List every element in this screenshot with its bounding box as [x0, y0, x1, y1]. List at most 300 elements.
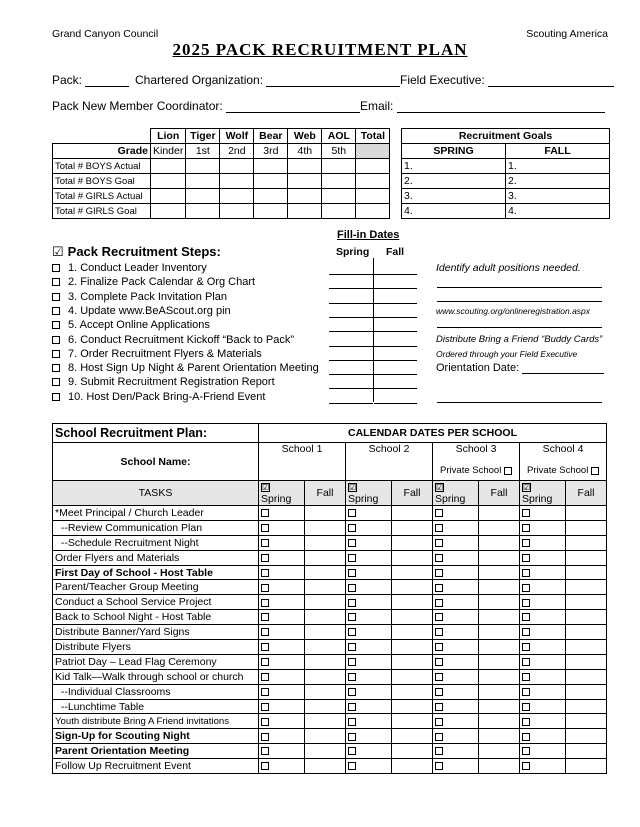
spring-date-cell[interactable]	[259, 580, 305, 595]
fall-date-cell[interactable]	[305, 669, 346, 684]
spring-date-cell[interactable]	[346, 669, 392, 684]
checkbox-icon[interactable]	[435, 643, 443, 651]
fall-date-cell[interactable]	[392, 654, 433, 669]
fall-date-cell[interactable]	[392, 744, 433, 759]
count-cell[interactable]	[288, 174, 322, 189]
fall-date-cell[interactable]	[392, 550, 433, 565]
fall-date-cell[interactable]	[479, 595, 520, 610]
recruitment-step[interactable]: 5. Accept Online Applications	[52, 319, 210, 331]
checkbox-icon[interactable]	[348, 688, 356, 696]
spring-date-cell[interactable]	[259, 520, 305, 535]
fall-date-cell[interactable]	[305, 610, 346, 625]
fall-goal-cell[interactable]: 4.	[506, 204, 610, 219]
count-cell[interactable]	[356, 189, 390, 204]
checkbox-icon[interactable]	[522, 509, 530, 517]
fall-date-cell[interactable]	[305, 580, 346, 595]
checkbox-icon[interactable]	[435, 658, 443, 666]
spring-date-cell[interactable]	[433, 684, 479, 699]
checkbox-icon[interactable]	[52, 321, 60, 329]
fall-date-cell[interactable]	[566, 595, 607, 610]
checkbox-icon[interactable]	[261, 628, 269, 636]
spring-date-cell[interactable]	[520, 640, 566, 655]
fall-date-cell[interactable]	[305, 535, 346, 550]
fall-date-cell[interactable]	[392, 520, 433, 535]
fall-goal-cell[interactable]: 3.	[506, 189, 610, 204]
checkbox-icon[interactable]	[52, 264, 60, 272]
checkbox-icon[interactable]	[522, 703, 530, 711]
spring-date-cell[interactable]	[346, 580, 392, 595]
spring-date-cell[interactable]	[346, 654, 392, 669]
fall-date-cell[interactable]	[566, 506, 607, 521]
checkbox-icon[interactable]	[261, 688, 269, 696]
spring-goal-cell[interactable]: 1.	[402, 159, 506, 174]
count-cell[interactable]	[254, 159, 288, 174]
recruitment-step[interactable]: 3. Complete Pack Invitation Plan	[52, 291, 227, 303]
chartered-org-input[interactable]	[266, 75, 400, 87]
fall-date-cell[interactable]	[479, 625, 520, 640]
note-blank-2[interactable]	[437, 301, 602, 302]
fall-date-cell[interactable]	[566, 684, 607, 699]
spring-date-cell[interactable]	[433, 565, 479, 580]
fall-date-cell[interactable]	[305, 506, 346, 521]
checkbox-icon[interactable]	[522, 718, 530, 726]
checkbox-icon[interactable]	[348, 599, 356, 607]
spring-date-cell[interactable]	[433, 520, 479, 535]
checkbox-icon[interactable]	[435, 628, 443, 636]
checkbox-icon[interactable]	[435, 524, 443, 532]
fall-date-cell[interactable]	[479, 684, 520, 699]
recruitment-step[interactable]: 10. Host Den/Pack Bring-A-Friend Event	[52, 391, 265, 403]
fall-date-cell[interactable]	[566, 580, 607, 595]
checkbox-icon[interactable]	[348, 703, 356, 711]
checkbox-icon[interactable]	[52, 350, 60, 358]
chartered-org-field[interactable]	[135, 73, 400, 87]
spring-date-cell[interactable]	[259, 729, 305, 744]
pack-input[interactable]	[85, 75, 129, 87]
checkbox-icon[interactable]	[261, 554, 269, 562]
spring-date-cell[interactable]	[520, 580, 566, 595]
spring-date-cell[interactable]	[346, 714, 392, 729]
checkbox-icon[interactable]	[522, 539, 530, 547]
spring-date-cell[interactable]	[520, 610, 566, 625]
spring-date-cell[interactable]	[259, 744, 305, 759]
spring-date-cell[interactable]	[520, 669, 566, 684]
fall-date-cell[interactable]	[305, 744, 346, 759]
coordinator-field[interactable]	[52, 99, 360, 113]
spring-header[interactable]: ☑Spring	[259, 481, 305, 506]
fall-date-cell[interactable]	[305, 625, 346, 640]
spring-date-cell[interactable]	[346, 699, 392, 714]
field-executive-input[interactable]	[488, 75, 614, 87]
checkbox-icon[interactable]	[435, 747, 443, 755]
spring-date-blank[interactable]	[329, 331, 373, 332]
checkbox-icon[interactable]	[348, 524, 356, 532]
checkbox-icon[interactable]	[261, 599, 269, 607]
fall-date-cell[interactable]	[392, 684, 433, 699]
spring-date-cell[interactable]	[259, 640, 305, 655]
checkbox-icon[interactable]	[52, 336, 60, 344]
fall-date-blank[interactable]	[374, 403, 417, 404]
spring-date-cell[interactable]	[259, 669, 305, 684]
checkbox-icon[interactable]	[52, 293, 60, 301]
spring-date-cell[interactable]	[520, 535, 566, 550]
checkbox-icon[interactable]	[522, 747, 530, 755]
field-executive-field[interactable]	[400, 73, 614, 87]
spring-date-cell[interactable]	[433, 640, 479, 655]
fall-date-cell[interactable]	[392, 714, 433, 729]
fall-date-cell[interactable]	[305, 520, 346, 535]
checkbox-icon[interactable]	[348, 658, 356, 666]
fall-date-blank[interactable]	[374, 274, 417, 275]
checkbox-icon[interactable]	[348, 554, 356, 562]
spring-date-blank[interactable]	[329, 288, 373, 289]
checkbox-icon[interactable]	[52, 393, 60, 401]
checkbox-icon[interactable]	[348, 628, 356, 636]
coordinator-input[interactable]	[226, 101, 360, 113]
fall-date-cell[interactable]	[479, 506, 520, 521]
spring-date-cell[interactable]	[433, 506, 479, 521]
private-checkbox-icon[interactable]	[591, 467, 599, 475]
fall-date-cell[interactable]	[479, 729, 520, 744]
spring-date-blank[interactable]	[329, 374, 373, 375]
spring-date-cell[interactable]	[433, 535, 479, 550]
spring-date-cell[interactable]	[346, 506, 392, 521]
school-3-private[interactable]: Private School	[433, 462, 520, 481]
checkbox-icon[interactable]	[522, 688, 530, 696]
recruitment-step[interactable]: 8. Host Sign Up Night & Parent Orientation Meeting	[52, 362, 319, 374]
count-cell[interactable]	[288, 189, 322, 204]
fall-date-cell[interactable]	[479, 550, 520, 565]
recruitment-step[interactable]: 7. Order Recruitment Flyers & Materials	[52, 348, 262, 360]
fall-date-cell[interactable]	[479, 714, 520, 729]
count-cell[interactable]	[151, 204, 186, 219]
spring-date-cell[interactable]	[259, 625, 305, 640]
spring-date-blank[interactable]	[329, 403, 373, 404]
checkbox-icon[interactable]	[261, 762, 269, 770]
checkbox-icon[interactable]	[435, 584, 443, 592]
checkbox-icon[interactable]	[52, 378, 60, 386]
spring-date-cell[interactable]	[520, 654, 566, 669]
checkbox-icon[interactable]	[261, 613, 269, 621]
spring-date-cell[interactable]	[520, 744, 566, 759]
spring-date-cell[interactable]	[346, 565, 392, 580]
spring-date-cell[interactable]	[346, 520, 392, 535]
checked-box-icon[interactable]: ☑	[436, 482, 444, 492]
fall-date-cell[interactable]	[566, 744, 607, 759]
checkbox-icon[interactable]	[261, 747, 269, 755]
fall-date-cell[interactable]	[479, 520, 520, 535]
fall-date-cell[interactable]	[392, 580, 433, 595]
count-cell[interactable]	[254, 189, 288, 204]
fall-date-blank[interactable]	[374, 346, 417, 347]
checkbox-icon[interactable]	[435, 509, 443, 517]
count-cell[interactable]	[322, 189, 356, 204]
spring-header[interactable]: ☑Spring	[346, 481, 392, 506]
spring-date-cell[interactable]	[259, 699, 305, 714]
checkbox-icon[interactable]	[348, 569, 356, 577]
spring-date-cell[interactable]	[433, 595, 479, 610]
count-cell[interactable]	[186, 159, 220, 174]
checkbox-icon[interactable]	[52, 278, 60, 286]
spring-date-cell[interactable]	[346, 729, 392, 744]
fall-date-blank[interactable]	[374, 374, 417, 375]
count-cell[interactable]	[220, 189, 254, 204]
spring-date-cell[interactable]	[433, 654, 479, 669]
checkbox-icon[interactable]	[435, 569, 443, 577]
checkbox-icon[interactable]	[261, 673, 269, 681]
fall-date-cell[interactable]	[305, 640, 346, 655]
checkbox-icon[interactable]	[522, 658, 530, 666]
checkbox-icon[interactable]	[261, 509, 269, 517]
fall-date-cell[interactable]	[392, 565, 433, 580]
orientation-date-field[interactable]	[436, 362, 604, 374]
fall-date-cell[interactable]	[566, 565, 607, 580]
checkbox-icon[interactable]	[435, 703, 443, 711]
spring-date-cell[interactable]	[433, 744, 479, 759]
count-cell[interactable]	[254, 204, 288, 219]
fall-date-cell[interactable]	[479, 699, 520, 714]
checkbox-icon[interactable]	[52, 307, 60, 315]
recruitment-step[interactable]: 9. Submit Recruitment Registration Report	[52, 376, 275, 388]
checkbox-icon[interactable]	[435, 599, 443, 607]
checkbox-icon[interactable]	[522, 673, 530, 681]
spring-date-cell[interactable]	[346, 684, 392, 699]
fall-date-cell[interactable]	[566, 759, 607, 774]
fall-date-cell[interactable]	[566, 729, 607, 744]
spring-date-blank[interactable]	[329, 317, 373, 318]
spring-date-cell[interactable]	[520, 520, 566, 535]
spring-date-cell[interactable]	[346, 535, 392, 550]
count-cell[interactable]	[288, 204, 322, 219]
private-checkbox-icon[interactable]	[504, 467, 512, 475]
spring-date-cell[interactable]	[433, 699, 479, 714]
recruitment-step[interactable]: 6. Conduct Recruitment Kickoff “Back to Pack”	[52, 334, 294, 346]
recruitment-step[interactable]: 4. Update www.BeAScout.org pin	[52, 305, 231, 317]
fall-date-cell[interactable]	[479, 535, 520, 550]
spring-date-cell[interactable]	[259, 535, 305, 550]
fall-date-cell[interactable]	[392, 729, 433, 744]
checkbox-icon[interactable]	[522, 628, 530, 636]
checkbox-icon[interactable]	[522, 599, 530, 607]
spring-date-cell[interactable]	[433, 714, 479, 729]
spring-date-cell[interactable]	[520, 699, 566, 714]
spring-date-cell[interactable]	[520, 625, 566, 640]
spring-date-cell[interactable]	[259, 654, 305, 669]
fall-date-cell[interactable]	[392, 506, 433, 521]
spring-date-cell[interactable]	[259, 550, 305, 565]
checkbox-icon[interactable]	[348, 733, 356, 741]
fall-date-cell[interactable]	[392, 759, 433, 774]
spring-goal-cell[interactable]: 4.	[402, 204, 506, 219]
fall-date-cell[interactable]	[392, 595, 433, 610]
spring-date-cell[interactable]	[259, 610, 305, 625]
fall-date-cell[interactable]	[566, 640, 607, 655]
count-cell[interactable]	[322, 159, 356, 174]
fall-date-blank[interactable]	[374, 317, 417, 318]
checkbox-icon[interactable]	[348, 747, 356, 755]
fall-date-cell[interactable]	[566, 714, 607, 729]
checkbox-icon[interactable]	[261, 584, 269, 592]
spring-date-cell[interactable]	[433, 759, 479, 774]
count-cell[interactable]	[220, 204, 254, 219]
spring-date-cell[interactable]	[520, 565, 566, 580]
fall-date-cell[interactable]	[305, 565, 346, 580]
spring-date-cell[interactable]	[259, 759, 305, 774]
fall-date-cell[interactable]	[305, 595, 346, 610]
fall-date-cell[interactable]	[305, 654, 346, 669]
pack-field[interactable]	[52, 73, 129, 87]
fall-date-cell[interactable]	[566, 654, 607, 669]
fall-date-cell[interactable]	[566, 520, 607, 535]
checkbox-icon[interactable]	[522, 524, 530, 532]
count-cell[interactable]	[356, 174, 390, 189]
checkbox-icon[interactable]	[348, 762, 356, 770]
spring-date-cell[interactable]	[433, 625, 479, 640]
fall-goal-cell[interactable]: 1.	[506, 159, 610, 174]
fall-date-blank[interactable]	[374, 303, 417, 304]
count-cell[interactable]	[254, 174, 288, 189]
spring-date-cell[interactable]	[259, 595, 305, 610]
spring-date-cell[interactable]	[520, 729, 566, 744]
count-cell[interactable]	[220, 174, 254, 189]
spring-date-cell[interactable]	[346, 744, 392, 759]
fall-date-cell[interactable]	[566, 610, 607, 625]
checkbox-icon[interactable]	[435, 718, 443, 726]
checkbox-icon[interactable]	[522, 762, 530, 770]
checkbox-icon[interactable]	[522, 643, 530, 651]
fall-date-cell[interactable]	[479, 759, 520, 774]
checkbox-icon[interactable]	[348, 584, 356, 592]
spring-date-cell[interactable]	[346, 640, 392, 655]
checkbox-icon[interactable]	[348, 673, 356, 681]
fall-date-cell[interactable]	[566, 625, 607, 640]
fall-date-cell[interactable]	[479, 565, 520, 580]
count-cell[interactable]	[322, 174, 356, 189]
spring-date-cell[interactable]	[520, 550, 566, 565]
checkbox-icon[interactable]	[348, 718, 356, 726]
spring-date-cell[interactable]	[346, 610, 392, 625]
checkbox-icon[interactable]	[261, 658, 269, 666]
spring-date-cell[interactable]	[433, 610, 479, 625]
spring-date-cell[interactable]	[259, 714, 305, 729]
fall-date-cell[interactable]	[566, 669, 607, 684]
spring-date-blank[interactable]	[329, 303, 373, 304]
checkbox-icon[interactable]	[522, 613, 530, 621]
fall-date-cell[interactable]	[479, 610, 520, 625]
count-cell[interactable]	[220, 159, 254, 174]
spring-date-cell[interactable]	[259, 684, 305, 699]
checkbox-icon[interactable]	[522, 554, 530, 562]
fall-date-blank[interactable]	[374, 360, 417, 361]
count-cell[interactable]	[151, 174, 186, 189]
spring-date-cell[interactable]	[346, 625, 392, 640]
checkbox-icon[interactable]	[261, 569, 269, 577]
spring-date-blank[interactable]	[329, 274, 373, 275]
note-blank-3[interactable]	[437, 327, 602, 328]
recruitment-step[interactable]: 2. Finalize Pack Calendar & Org Chart	[52, 276, 255, 288]
checkbox-icon[interactable]	[522, 584, 530, 592]
fall-date-cell[interactable]	[392, 640, 433, 655]
checkbox-icon[interactable]	[435, 539, 443, 547]
spring-date-cell[interactable]	[433, 550, 479, 565]
checkbox-icon[interactable]	[348, 509, 356, 517]
count-cell[interactable]	[356, 204, 390, 219]
fall-date-cell[interactable]	[305, 684, 346, 699]
fall-goal-cell[interactable]: 2.	[506, 174, 610, 189]
checkbox-icon[interactable]	[261, 524, 269, 532]
spring-date-blank[interactable]	[329, 388, 373, 389]
checkbox-icon[interactable]	[52, 364, 60, 372]
spring-date-cell[interactable]	[520, 714, 566, 729]
fall-date-cell[interactable]	[479, 744, 520, 759]
count-cell[interactable]	[322, 204, 356, 219]
checkbox-icon[interactable]	[522, 569, 530, 577]
fall-date-cell[interactable]	[392, 669, 433, 684]
checked-box-icon[interactable]: ☑	[349, 482, 357, 492]
checkbox-icon[interactable]	[522, 733, 530, 741]
checkbox-icon[interactable]	[261, 733, 269, 741]
count-cell[interactable]	[186, 204, 220, 219]
fall-date-cell[interactable]	[479, 669, 520, 684]
checkbox-icon[interactable]	[435, 673, 443, 681]
checked-box-icon[interactable]: ☑	[523, 482, 531, 492]
checkbox-icon[interactable]	[261, 703, 269, 711]
spring-date-cell[interactable]	[346, 759, 392, 774]
checkbox-icon[interactable]	[348, 643, 356, 651]
fall-date-cell[interactable]	[566, 550, 607, 565]
count-cell[interactable]	[186, 174, 220, 189]
checkbox-icon[interactable]	[261, 539, 269, 547]
recruitment-step[interactable]: 1. Conduct Leader Inventory	[52, 262, 207, 274]
fall-date-cell[interactable]	[392, 625, 433, 640]
count-cell[interactable]	[151, 159, 186, 174]
fall-date-cell[interactable]	[305, 550, 346, 565]
spring-date-blank[interactable]	[329, 346, 373, 347]
fall-date-blank[interactable]	[374, 388, 417, 389]
spring-header[interactable]: ☑Spring	[433, 481, 479, 506]
checkbox-icon[interactable]	[435, 733, 443, 741]
fall-date-cell[interactable]	[305, 729, 346, 744]
spring-goal-cell[interactable]: 3.	[402, 189, 506, 204]
spring-goal-cell[interactable]: 2.	[402, 174, 506, 189]
fall-date-blank[interactable]	[374, 331, 417, 332]
checked-box-icon[interactable]: ☑	[262, 482, 270, 492]
spring-date-cell[interactable]	[259, 506, 305, 521]
fall-date-cell[interactable]	[305, 699, 346, 714]
checkbox-icon[interactable]	[348, 613, 356, 621]
fall-date-cell[interactable]	[305, 759, 346, 774]
count-cell[interactable]	[151, 189, 186, 204]
count-cell[interactable]	[186, 189, 220, 204]
fall-date-cell[interactable]	[392, 535, 433, 550]
spring-date-cell[interactable]	[520, 506, 566, 521]
spring-date-cell[interactable]	[520, 759, 566, 774]
spring-date-cell[interactable]	[346, 550, 392, 565]
email-input[interactable]	[397, 101, 605, 113]
school-4-private[interactable]: Private School	[520, 462, 607, 481]
spring-date-cell[interactable]	[346, 595, 392, 610]
checkbox-icon[interactable]	[435, 762, 443, 770]
checkbox-icon[interactable]	[435, 554, 443, 562]
checkbox-icon[interactable]	[348, 539, 356, 547]
spring-date-blank[interactable]	[329, 360, 373, 361]
fall-date-cell[interactable]	[479, 580, 520, 595]
fall-date-cell[interactable]	[566, 699, 607, 714]
email-field[interactable]	[360, 99, 605, 113]
spring-date-cell[interactable]	[259, 565, 305, 580]
spring-header[interactable]: ☑Spring	[520, 481, 566, 506]
fall-date-blank[interactable]	[374, 288, 417, 289]
